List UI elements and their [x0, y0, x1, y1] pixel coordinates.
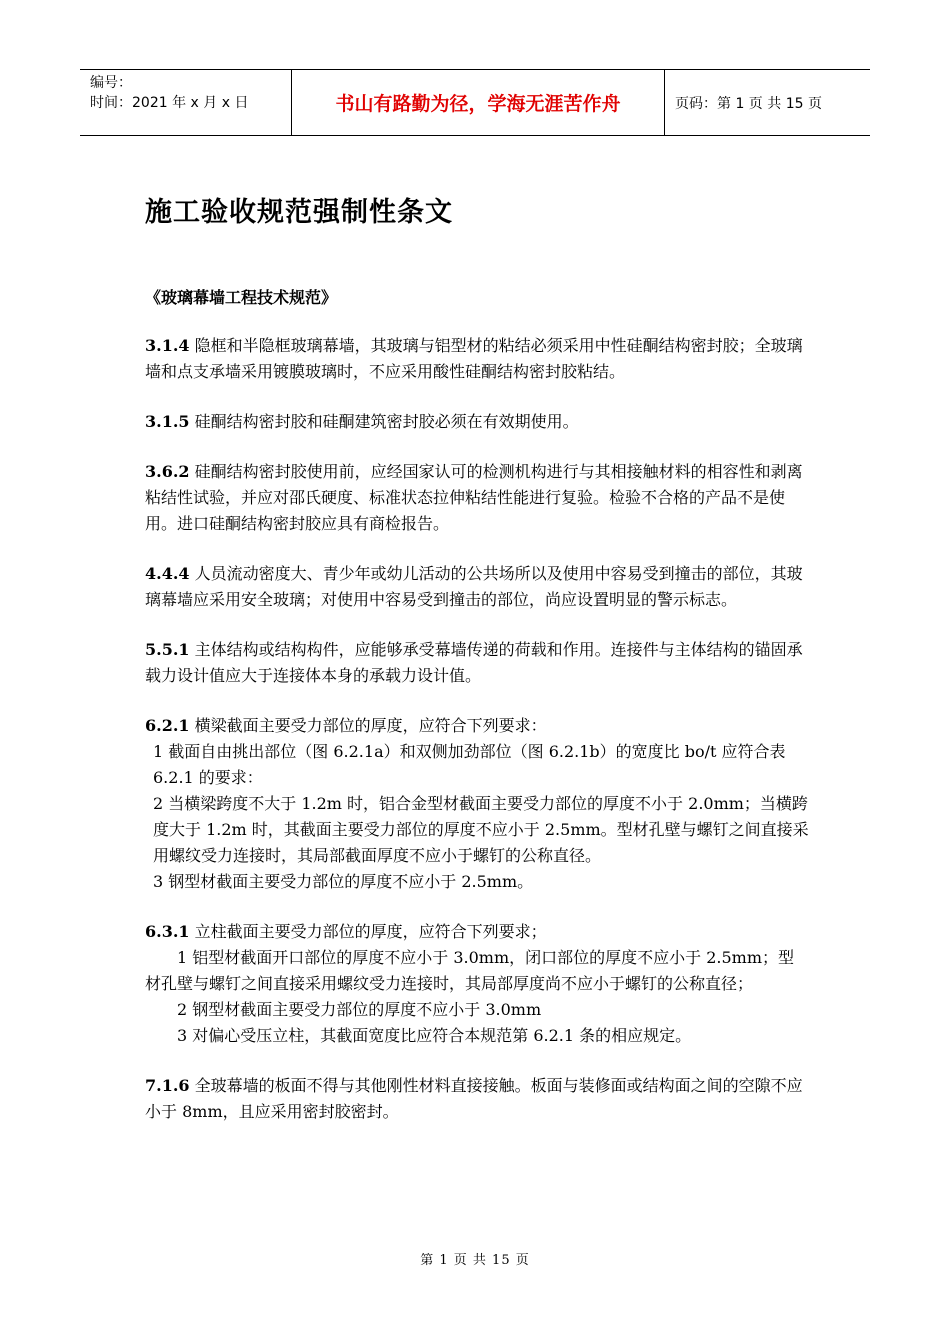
clause-item: 2 钢型材截面主要受力部位的厚度不应小于 3.0mm: [177, 1000, 542, 1019]
clause-text: 全玻幕墙的板面不得与其他刚性材料直接接触。板面与装修面或结构面之间的空隙不应小于 8mm，且应采用密封胶密封。: [145, 1076, 803, 1121]
page-footer: 第 1 页 共 15 页: [420, 1253, 530, 1268]
page-info: 页码：第 1 页 共 15 页: [675, 95, 822, 112]
clause: [145, 713, 810, 895]
clause-text: 立柱截面主要受力部位的厚度，应符合下列要求；: [189, 922, 547, 941]
header-table: [80, 69, 870, 136]
number-label: 编号：: [90, 75, 132, 91]
clause-item: 2 当横梁跨度不大于 1.2m 时，铝合金型材截面主要受力部位的厚度不小于 2.0mm；当横跨度大于 1.2m 时，其截面主要受力部位的厚度不应小于 2.5mm。型材孔壁与螺钉之间直接采用螺纹受力连接时，其局部截面厚度不应小于螺钉的公称直径。: [153, 794, 809, 865]
clause-number: 3.6.2: [145, 462, 190, 481]
clause-number: 4.4.4: [145, 564, 190, 583]
clause-text: 硅酮结构密封胶使用前，应经国家认可的检测机构进行与其相接触材料的相容性和剥离粘结性试验，并应对邵氏硬度、标准状态拉伸粘结性能进行复验。检验不合格的产品不是使用。进口硅酮结构密封胶应具有商检报告。: [145, 462, 803, 533]
clause: [145, 459, 810, 537]
clause-number: 5.5.1: [145, 640, 190, 659]
time-label: 时间：2021 年 x 月 x 日: [90, 95, 249, 111]
clause: [145, 333, 810, 385]
clause: [145, 919, 810, 1049]
clause-item: 3 对偏心受压立柱，其截面宽度比应符合本规范第 6.2.1 条的相应规定。: [177, 1026, 692, 1045]
motto: 书山有路勤为径，学海无涯苦作舟: [292, 70, 665, 135]
document-body: [145, 285, 810, 1149]
spec-name: 《玻璃幕墙工程技术规范》: [145, 288, 338, 307]
clause-number: 6.3.1: [145, 922, 190, 941]
clause: [145, 1073, 810, 1125]
clause-text: 横梁截面主要受力部位的厚度，应符合下列要求：: [189, 716, 547, 735]
clause-number: 6.2.1: [145, 716, 190, 735]
clause-text: 主体结构或结构构件，应能够承受幕墙传递的荷载和作用。连接件与主体结构的锚固承载力设计值应大于连接体本身的承载力设计值。: [145, 640, 803, 685]
clause: [145, 409, 810, 435]
clause-text: 人员流动密度大、青少年或幼儿活动的公共场所以及使用中容易受到撞击的部位，其玻璃幕墙应采用安全玻璃；对使用中容易受到撞击的部位，尚应设置明显的警示标志。: [145, 564, 803, 609]
document-title: 施工验收规范强制性条文: [145, 197, 453, 228]
clause-number: 7.1.6: [145, 1076, 190, 1095]
clause-number: 3.1.4: [145, 336, 190, 355]
clause-number: 3.1.5: [145, 412, 190, 431]
clause-text: 隐框和半隐框玻璃幕墙，其玻璃与铝型材的粘结必须采用中性硅酮结构密封胶；全玻璃墙和点支承墙采用镀膜玻璃时，不应采用酸性硅酮结构密封胶粘结。: [145, 336, 803, 381]
clause-item: 1 铝型材截面开口部位的厚度不应小于 3.0mm，闭口部位的厚度不应小于 2.5mm；型材孔壁与螺钉之间直接采用螺纹受力连接时，其局部厚度尚不应小于螺钉的公称直径；: [145, 948, 795, 993]
header-left-cell: [80, 70, 292, 135]
clause-item: 3 钢型材截面主要受力部位的厚度不应小于 2.5mm。: [153, 872, 534, 891]
clause-text: 硅酮结构密封胶和硅酮建筑密封胶必须在有效期使用。: [189, 412, 579, 431]
clause: [145, 561, 810, 613]
clause-item: 1 截面自由挑出部位（图 6.2.1a）和双侧加劲部位（图 6.2.1b）的宽度比 bo/t 应符合表 6.2.1 的要求：: [153, 742, 786, 787]
clause: [145, 637, 810, 689]
